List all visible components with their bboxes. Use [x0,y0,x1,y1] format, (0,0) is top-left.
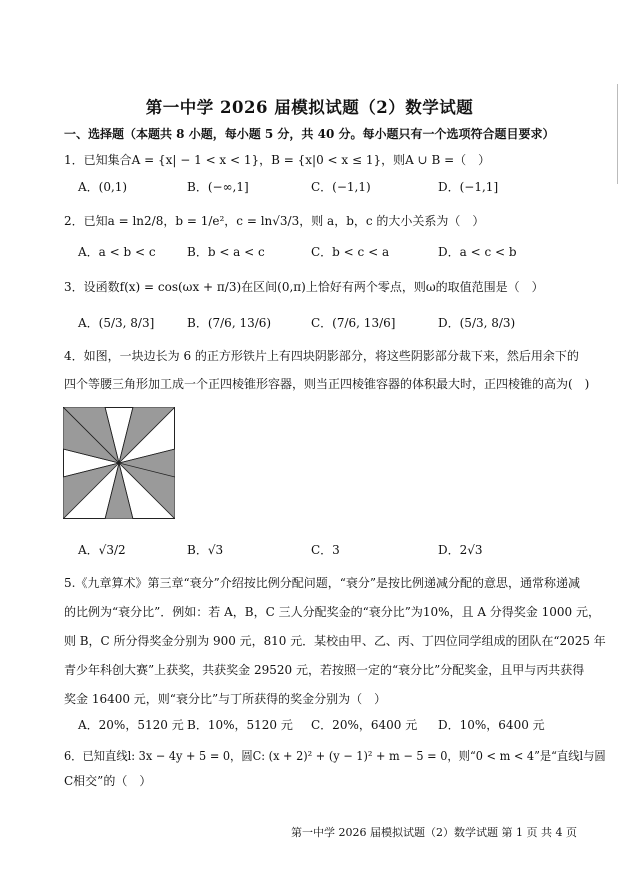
q3-option-c: C．(7/6, 13/6] [311,316,396,330]
q4-option-b: B．√3 [187,543,224,557]
q3-option-a: A．(5/3, 8/3] [78,316,155,330]
q4-stem-line2: 四个等腰三角形加工成一个正四棱锥形容器，则当正四棱锥容器的体积最大时，正四棱锥的高为( ) [64,377,590,391]
q5-option-c: C．20%，6400 元 [311,718,418,732]
q2-option-c: C．b < c < a [311,245,390,259]
q5-stem-line4: 青少年科创大赛”上获奖，共获奖金 29520 元，若按照一定的“衰分比”分配奖金，且甲与丙共获得 [64,663,585,677]
q1-option-c: C．(−1,1) [311,180,371,194]
q5-option-a: A．20%，5120 元 [78,718,184,732]
exam-title: 第一中学 2026 届模拟试题（2）数学试题 [145,98,474,117]
q3-option-b: B．(7/6, 13/6) [187,316,272,330]
q2-stem: 2．已知a = ln2/8，b = 1/e²，c = ln√3/3，则 a，b，c 的大小关系为（ ） [64,214,485,228]
section-heading: 一、选择题（本题共 8 小题，每小题 5 分，共 40 分。每小题只有一个选项符合题目要求） [64,127,555,141]
q6-stem-line1: 6．已知直线l: 3x − 4y + 5 = 0，圆C: (x + 2)² + (y − 1)² + m − 5 = 0，则“0 < m < 4”是“直线l与圆 [64,749,606,763]
q4-stem-line1: 4．如图，一块边长为 6 的正方形铁片上有四块阴影部分，将这些阴影部分裁下来，然后用余下的 [64,349,579,363]
q6-stem-line2: C相交”的（ ） [64,774,152,788]
square-figure [63,407,175,519]
q5-stem-line3: 则 B，C 所分得奖金分别为 900 元，810 元．某校由甲、乙、丙、丁四位同学组成的团队在“2025 年 [64,634,606,648]
page-footer: 第一中学 2026 届模拟试题（2）数学试题 第 1 页 共 4 页 [291,826,577,839]
q1-option-a: A．(0,1) [78,180,128,194]
q5-stem-line5: 奖金 16400 元，则“衰分比”与丁所获得的奖金分别为（ ） [64,692,387,706]
q3-option-d: D．(5/3, 8/3) [438,316,516,330]
q1-option-d: D．(−1,1] [438,180,499,194]
q1-stem: 1．已知集合A = {x| − 1 < x < 1}，B = {x|0 < x ≤ 1}，则A ∪ B =（ ） [64,153,491,167]
q3-stem: 3．设函数f(x) = cos(ωx + π/3)在区间(0,π)上恰好有两个零点，则ω的取值范围是（ ） [64,280,544,294]
q5-option-b: B．10%，5120 元 [187,718,293,732]
q2-option-a: A．a < b < c [78,245,156,259]
q4-option-c: C．3 [311,543,340,557]
q2-option-d: D．a < c < b [438,245,517,259]
q5-option-d: D．10%，6400 元 [438,718,545,732]
q5-stem-line2: 的比例为“衰分比”．例如：若 A，B，C 三人分配奖金的“衰分比”为10%，且 A 分得奖金 1000 元， [64,605,600,619]
q4-option-d: D．2√3 [438,543,483,557]
q5-stem-line1: 5.《九章算术》第三章“衰分”介绍按比例分配问题，“衰分”是按比例递减分配的意思，通常称递减 [64,576,580,590]
q4-option-a: A．√3/2 [78,543,126,557]
q1-option-b: B．(−∞,1] [187,180,249,194]
q2-option-b: B．b < a < c [187,245,265,259]
